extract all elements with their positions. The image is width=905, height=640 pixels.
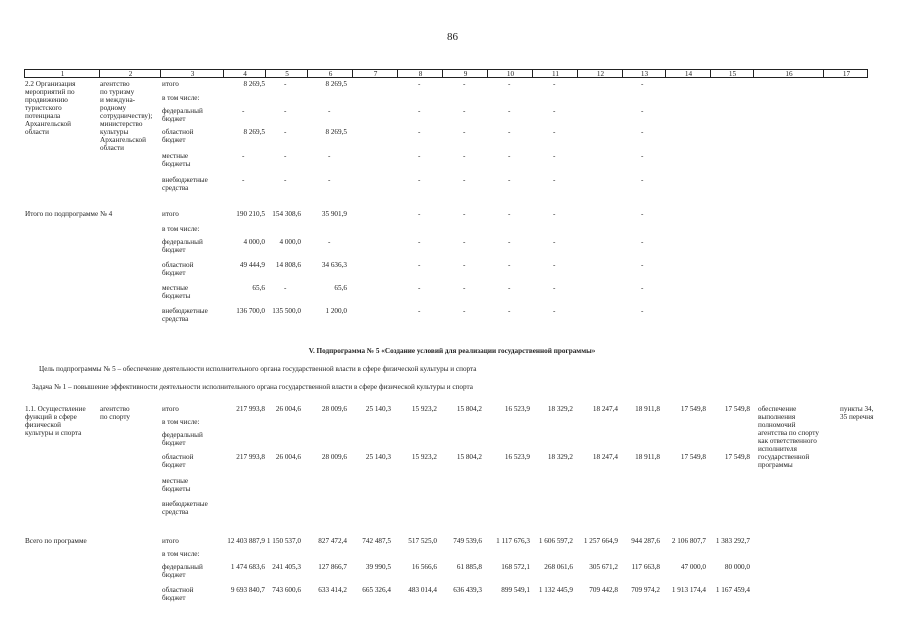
block1-executor: Архангельской [100,136,146,144]
block1-name: Архангельской [25,120,71,128]
table-header [24,69,868,78]
cell-value-c7: 742 487,5 [362,537,391,545]
row-label: областной [162,261,194,269]
cell-value-c9: - [463,128,466,136]
cell-value-c4: 136 700,0 [236,307,265,315]
cell-value-c10: 16 523,9 [504,405,530,413]
header-col-1: 1 [60,70,65,78]
block3-executor: по спорту [100,413,131,421]
cell-value-c4: 4 000,0 [243,238,265,246]
row-label: бюджеты [162,160,191,168]
cell-value-c9: - [463,176,466,184]
block3-name: культуры и спорта [25,429,82,437]
cell-value-c15: 17 549,8 [724,405,750,413]
cell-value-c8: - [418,210,421,218]
row-label: федеральный [162,238,203,246]
cell-value-c14: 2 106 807,7 [671,537,706,545]
cell-value-c11: - [553,284,556,292]
header-divider [307,70,308,77]
cell-value-c5: 154 308,6 [272,210,301,218]
section-title: V. Подпрограмма № 5 «Создание условий для реализации государственной программы» [308,347,596,355]
cell-value-c6: 8 269,5 [325,80,347,88]
header-col-6: 6 [328,70,333,78]
row-label: бюджет [162,594,186,602]
cell-value-c13: - [641,238,644,246]
row-label: бюджет [162,461,186,469]
header-divider [99,70,100,77]
cell-value-c6: 28 009,6 [321,405,347,413]
row-label: областной [162,128,194,136]
page-number: 86 [447,31,458,43]
block1-name: продвижению [25,96,68,104]
cell-value-c9: - [463,261,466,269]
header-divider [160,70,161,77]
header-col-8: 8 [418,70,423,78]
cell-value-c10: - [508,80,511,88]
cell-value-c13: - [641,152,644,160]
header-col-10: 10 [506,70,515,78]
header-divider [577,70,578,77]
block3-result: обеспечение [758,405,797,413]
cell-value-c8: - [418,80,421,88]
block3-name: 1.1. Осуществление [25,405,86,413]
cell-value-c10: 16 523,9 [504,453,530,461]
cell-value-c13: - [641,80,644,88]
cell-value-c4: 190 210,5 [236,210,265,218]
row-label: бюджет [162,269,186,277]
cell-value-c9: 15 804,2 [456,405,482,413]
block3-reference: 35 перечня [840,413,874,421]
cell-value-c9: - [463,238,466,246]
header-divider [223,70,224,77]
block1-name: области [25,128,50,136]
block1-name: 2.2 Организация [25,80,76,88]
cell-value-c6: 35 901,9 [321,210,347,218]
block3-reference: пункты 34, [840,405,874,413]
cell-value-c6: 28 009,6 [321,453,347,461]
cell-value-c10: - [508,261,511,269]
cell-value-c10: - [508,176,511,184]
cell-value-c5: - [284,284,287,292]
row-label: бюджет [162,571,186,579]
row-label: средства [162,184,189,192]
block1-executor: и междуна- [100,96,136,104]
cell-value-c13: 18 911,8 [635,405,660,413]
row-label: федеральный [162,431,203,439]
cell-value-c10: - [508,238,511,246]
cell-value-c6: 8 269,5 [325,128,347,136]
cell-value-c9: - [463,107,466,115]
cell-value-c10: - [508,210,511,218]
header-col-9: 9 [463,70,468,78]
cell-value-c4: 49 444,9 [239,261,265,269]
row-label: местные [162,152,189,160]
header-col-5: 5 [285,70,289,78]
cell-value-c13: - [641,176,644,184]
block3-name: функций в сфере [25,413,77,421]
row-label: бюджет [162,246,186,254]
row-label: средства [162,508,189,516]
cell-value-c12: 305 671,2 [589,563,618,571]
cell-value-c8: - [418,176,421,184]
cell-value-c11: - [553,210,556,218]
cell-value-c4: 65,6 [252,284,265,292]
cell-value-c5: - [284,128,287,136]
row-label: бюджеты [162,292,191,300]
cell-value-c13: - [641,128,644,136]
block1-name: потенциала [25,112,61,120]
cell-value-c8: - [418,261,421,269]
cell-value-c10: - [508,284,511,292]
cell-value-c5: 135 500,0 [272,307,301,315]
cell-value-c13: - [641,307,644,315]
cell-value-c6: 633 414,2 [318,586,347,594]
cell-value-c8: 15 923,2 [411,453,437,461]
cell-value-c11: - [553,176,556,184]
cell-value-c6: 1 200,0 [325,307,347,315]
cell-value-c9: 15 804,2 [456,453,482,461]
cell-value-c6: - [328,152,331,160]
row-label: средства [162,315,189,323]
block3-result: программы [758,461,793,469]
cell-value-c11: 1 606 597,2 [538,537,573,545]
cell-value-c6: - [328,238,331,246]
header-col-12: 12 [596,70,605,78]
row-label: итого [162,80,179,88]
cell-value-c6: - [328,107,331,115]
cell-value-c9: - [463,307,466,315]
block1-name: мероприятий по [25,88,75,96]
cell-value-c6: 127 866,7 [318,563,347,571]
cell-value-c8: - [418,238,421,246]
cell-value-c9: 61 885,8 [456,563,482,571]
row-label: в том числе: [162,94,200,102]
cell-value-c13: 709 974,2 [631,586,660,594]
block1-executor: родному [100,104,127,112]
block3-result: как ответственного [758,437,817,445]
cell-value-c4: - [242,176,245,184]
header-col-17: 17 [842,70,851,78]
cell-value-c6: - [328,176,331,184]
row-label: федеральный [162,107,203,115]
block1-executor: агентство [100,80,130,88]
header-divider [265,70,266,77]
header-divider [442,70,443,77]
cell-value-c5: 4 000,0 [279,238,301,246]
header-divider [665,70,666,77]
block1-executor: области [100,144,125,152]
cell-value-c9: - [463,80,466,88]
row-label: итого [162,537,179,545]
block1-executor: сотрудничеству); [100,112,153,120]
block3-result: выполнения [758,413,796,421]
cell-value-c6: 34 636,3 [321,261,347,269]
cell-value-c15: 1 167 459,4 [715,586,750,594]
cell-value-c8: 483 014,4 [408,586,437,594]
cell-value-c4: - [242,152,245,160]
cell-value-c13: - [641,284,644,292]
block3-result: государственной [758,453,810,461]
row-label: итого [162,405,179,413]
cell-value-c5: - [284,176,287,184]
row-label: внебюджетные [162,307,208,315]
cell-value-c10: - [508,107,511,115]
header-col-3: 3 [190,70,195,78]
cell-value-c11: - [553,80,556,88]
block3-result: полномочий [758,421,796,429]
cell-value-c13: 117 663,8 [631,563,660,571]
row-label: внебюджетные [162,176,208,184]
header-col-16: 16 [785,70,793,78]
header-divider [532,70,533,77]
cell-value-c9: 749 539,6 [453,537,482,545]
cell-value-c4: 12 403 887,9 [227,537,265,545]
cell-value-c10: - [508,128,511,136]
block2-title: Итого по подпрограмме № 4 [25,210,113,218]
cell-value-c13: - [641,261,644,269]
cell-value-c4: 217 993,8 [236,453,265,461]
row-label: федеральный [162,563,203,571]
cell-value-c11: - [553,152,556,160]
cell-value-c14: 17 549,8 [680,405,706,413]
cell-value-c4: 8 269,5 [243,80,265,88]
row-label: внебюджетные [162,500,208,508]
cell-value-c8: - [418,307,421,315]
cell-value-c14: 47 000,0 [680,563,706,571]
cell-value-c14: 1 913 174,4 [671,586,706,594]
header-col-11: 11 [552,70,559,78]
header-col-4: 4 [243,70,247,78]
cell-value-c7: 25 140,3 [365,453,391,461]
cell-value-c8: - [418,152,421,160]
block4-title: Всего по программе [25,537,87,545]
cell-value-c8: 16 566,6 [411,563,437,571]
block3-result: агентства по спорту [758,429,819,437]
row-label: местные [162,477,189,485]
cell-value-c4: 8 269,5 [243,128,265,136]
cell-value-c12: 18 247,4 [592,453,618,461]
row-label: местные [162,284,189,292]
cell-value-c4: 9 693 840,7 [230,586,265,594]
row-label: в том числе: [162,418,200,426]
section-task: Задача № 1 – повышение эффективности деятельности исполнительного органа государственной власти в сфере физической культуры и спорта [32,383,473,391]
cell-value-c11: 268 061,6 [544,563,573,571]
cell-value-c11: - [553,128,556,136]
cell-value-c11: - [553,238,556,246]
block1-executor: министерство [100,120,143,128]
header-divider [622,70,623,77]
cell-value-c9: - [463,284,466,292]
cell-value-c10: - [508,152,511,160]
header-divider [710,70,711,77]
cell-value-c10: 899 549,1 [501,586,530,594]
header-col-7: 7 [373,70,378,78]
header-divider [397,70,398,77]
header-col-14: 14 [684,70,693,78]
header-divider [352,70,353,77]
row-label: бюджет [162,115,186,123]
cell-value-c5: 241 405,3 [272,563,301,571]
block3-executor: агентство [100,405,130,413]
header-divider [823,70,824,77]
row-label: бюджет [162,439,186,447]
cell-value-c12: 709 442,8 [589,586,618,594]
cell-value-c4: - [242,107,245,115]
row-label: итого [162,210,179,218]
header-divider [487,70,488,77]
cell-value-c5: - [284,107,287,115]
cell-value-c5: - [284,152,287,160]
cell-value-c11: 18 329,2 [547,405,573,413]
cell-value-c8: - [418,107,421,115]
cell-value-c5: 743 600,6 [272,586,301,594]
row-label: областной [162,453,194,461]
section-goal: Цель подпрограммы № 5 – обеспечение деятельности исполнительного органа государственной власти в сфере физической культуры и спорта [39,365,477,373]
header-col-15: 15 [728,70,737,78]
cell-value-c4: 217 993,8 [236,405,265,413]
cell-value-c4: 1 474 683,6 [230,563,265,571]
cell-value-c11: - [553,261,556,269]
cell-value-c12: 1 257 664,9 [583,537,618,545]
row-label: бюджеты [162,485,191,493]
cell-value-c10: 168 572,1 [501,563,530,571]
cell-value-c7: 39 990,5 [365,563,391,571]
cell-value-c7: 25 140,3 [365,405,391,413]
row-label: в том числе: [162,550,200,558]
cell-value-c15: 80 000,0 [724,563,750,571]
cell-value-c9: - [463,210,466,218]
cell-value-c5: 26 004,6 [275,405,301,413]
cell-value-c10: 1 117 676,3 [496,537,530,545]
row-label: бюджет [162,136,186,144]
cell-value-c9: 636 439,3 [453,586,482,594]
block3-result: исполнителя [758,445,797,453]
cell-value-c13: 944 287,6 [631,537,660,545]
cell-value-c6: 827 472,4 [318,537,347,545]
row-label: областной [162,586,194,594]
cell-value-c11: 18 329,2 [547,453,573,461]
cell-value-c10: - [508,307,511,315]
header-col-2: 2 [128,70,133,78]
header-divider [753,70,754,77]
block1-executor: культуры [100,128,129,136]
cell-value-c12: 18 247,4 [592,405,618,413]
cell-value-c5: 14 808,6 [275,261,301,269]
cell-value-c11: 1 132 445,9 [538,586,573,594]
cell-value-c8: - [418,128,421,136]
cell-value-c15: 1 383 292,7 [715,537,750,545]
cell-value-c5: 26 004,6 [275,453,301,461]
cell-value-c5: 1 150 537,0 [266,537,301,545]
cell-value-c13: 18 911,8 [635,453,660,461]
cell-value-c13: - [641,210,644,218]
cell-value-c11: - [553,107,556,115]
cell-value-c11: - [553,307,556,315]
block1-name: туристского [25,104,62,112]
cell-value-c8: 15 923,2 [411,405,437,413]
cell-value-c14: 17 549,8 [680,453,706,461]
cell-value-c5: - [284,80,287,88]
block3-name: физической [25,421,61,429]
cell-value-c8: 517 525,0 [408,537,437,545]
cell-value-c7: 665 326,4 [362,586,391,594]
cell-value-c15: 17 549,8 [724,453,750,461]
block1-executor: по туризму [100,88,135,96]
cell-value-c9: - [463,152,466,160]
header-col-13: 13 [640,70,649,78]
cell-value-c13: - [641,107,644,115]
row-label: в том числе: [162,225,200,233]
cell-value-c8: - [418,284,421,292]
cell-value-c6: 65,6 [334,284,347,292]
